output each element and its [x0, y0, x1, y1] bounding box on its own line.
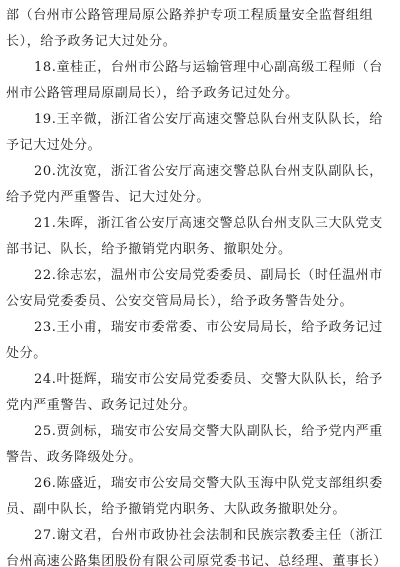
text-line: 部（台州市公路管理局原公路养护专项工程质量安全监督组组 [6, 8, 374, 23]
text-line: 19.王辛微，浙江省公安厅高速交警总队台州支队队长，给 [34, 112, 383, 127]
text-line: 部书记、队长，给予撤销党内职务、撤职处分。 [6, 242, 292, 257]
text-line: 警告、政务降级处分。 [6, 450, 143, 465]
text-line: 公安局党委委员、公安交管局局长），给予政务警告处分。 [6, 294, 354, 309]
text-line: 18.童桂正，台州市公路与运输管理中心副高级工程师（台 [34, 60, 383, 75]
text-line: 20.沈汝宽，浙江省公安厅高速交警总队台州支队副队长， [34, 164, 383, 179]
text-line: 予记大过处分。 [6, 138, 102, 153]
text-line: 党内严重警告、政务记过处分。 [6, 398, 197, 413]
text-line: 州市公路管理局原副局长），给予政务记过处分。 [6, 86, 299, 101]
text-line: 22.徐志宏，温州市公安局党委委员、副局长（时任温州市 [34, 268, 383, 283]
text-line: 25.贾剑标，瑞安市公安局交警大队副队长，给予党内严重 [34, 424, 383, 439]
text-line: 台州高速公路集团股份有限公司原党委书记、总经理、董事长） [6, 554, 387, 567]
text-line: 员、副中队长，给予撤销党内职务、大队政务撤职处分。 [6, 502, 347, 517]
text-line: 24.叶挺辉，瑞安市公安局党委委员、交警大队队长，给予 [34, 372, 383, 387]
text-line: 23.王小甫，瑞安市委常委、市公安局局长，给予政务记过 [34, 320, 383, 335]
text-line: 27.谢文君，台州市政协社会法制和民族宗教委主任（浙江 [34, 528, 383, 543]
text-line: 处分。 [6, 346, 47, 361]
text-line: 26.陈盛近，瑞安市公安局交警大队玉海中队党支部组织委 [34, 476, 383, 491]
text-line: 21.朱晖，浙江省公安厅高速交警总队台州支队三大队党支 [34, 216, 383, 231]
text-line: 给予党内严重警告、记大过处分。 [6, 190, 211, 205]
text-line: 长），给予政务记大过处分。 [6, 34, 177, 49]
